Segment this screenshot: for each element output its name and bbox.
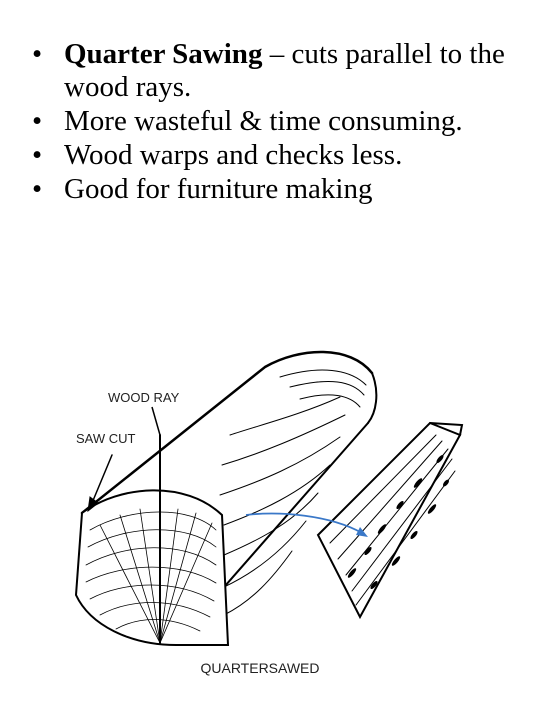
bullet-item <box>32 105 532 138</box>
wood-ray-pointer <box>152 407 160 435</box>
face-grain <box>230 397 340 435</box>
face-grain <box>224 465 330 525</box>
bullet-item <box>32 139 532 172</box>
face-grain <box>224 551 292 615</box>
log-end-cap <box>368 373 376 423</box>
quartersawn-log-diagram <box>0 325 540 720</box>
bullet-marker: • <box>32 105 43 137</box>
bark-grain <box>290 381 364 395</box>
bullet-marker: • <box>32 139 43 171</box>
face-grain <box>224 521 306 587</box>
bullet-item <box>32 173 532 206</box>
wood-ray-label: WOOD RAY <box>108 390 180 405</box>
bark-grain <box>280 370 366 385</box>
face-grain <box>222 415 345 465</box>
bullet-text: More wasteful & time consuming. <box>64 105 463 137</box>
bullet-text: Wood warps and checks less. <box>64 139 403 171</box>
bullet-text: Good for furniture making <box>64 173 373 205</box>
diagram-caption: QUARTERSAWED <box>200 660 320 676</box>
bullet-list <box>32 38 532 207</box>
board-outline <box>318 423 460 617</box>
bullet-marker: • <box>32 38 43 70</box>
face-grain <box>220 437 340 495</box>
bullet-term: Quarter Sawing <box>64 38 263 70</box>
saw-cut-label: SAW CUT <box>76 431 136 446</box>
bullet-marker: • <box>32 173 43 205</box>
bullet-item <box>32 38 532 104</box>
bullet-text: – cuts parallel to the wood rays. <box>64 38 505 103</box>
end-grain-face <box>76 490 228 645</box>
